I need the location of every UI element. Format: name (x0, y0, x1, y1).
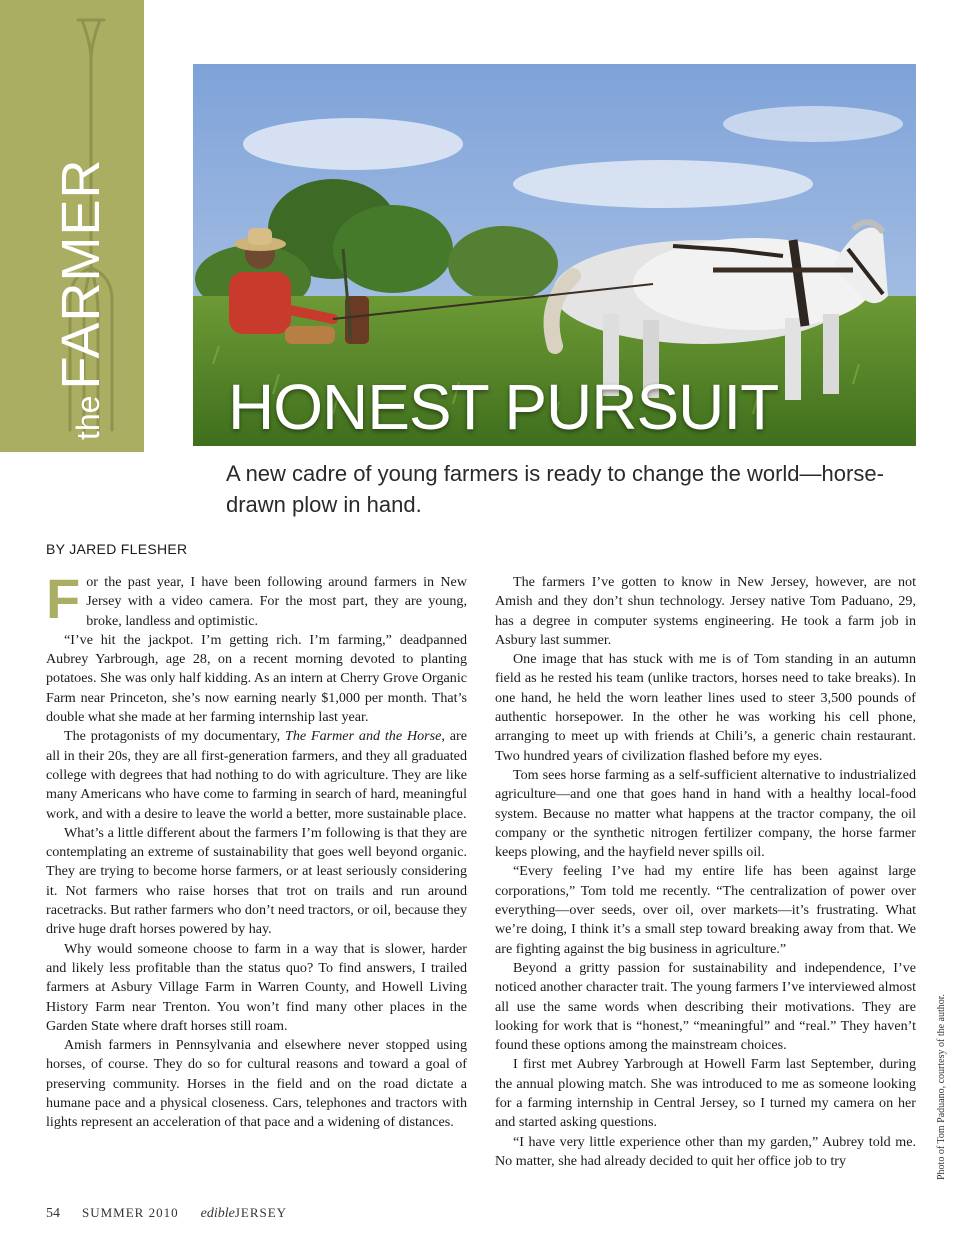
paragraph-1: For the past year, I have been following around farmers in New Jersey with a video camera. For the most part, they are young, broke, landless and optimistic. (46, 567, 467, 630)
section-title (51, 158, 111, 440)
magazine-name-caps: JERSEY (234, 1205, 288, 1220)
paragraph-11: Beyond a gritty passion for sustainability and independence, I’ve noticed another character trait. The young farmers I’ve interviewed almost all use the same words when describing their motivations. They are looking for work that is “honest,” “meaningful” and “real.” They haven’t found these options among the mainstream choices. (495, 959, 916, 1054)
paragraph-7: The farmers I’ve gotten to know in New Jersey, however, are not Amish and they don’t shun technology. Jersey native Tom Paduano, 29, has a degree in computer systems engineering. He took a farm job in Asbury last summer. (495, 574, 916, 648)
page-footer (46, 1205, 309, 1222)
paragraph-10: “Every feeling I’ve had my entire life has been against large corporations,” Tom told me recently. “The centralization of power over everything—over seeds, over oil, over markets—it’s frustrating. What we’re doing, I think it’s a small step toward breaking away from that. We are fighting against the big business in agriculture.” (495, 863, 916, 957)
paragraph-8: One image that has stuck with me is of Tom standing in an autumn field as he rested his team (unlike tractors, horses need to take breaks). In one hand, he held the worn leather lines used to steer 3,500 pounds of authentic horsepower. In the other he was working his cell phone, arranging to meet up with friends at Chili’s, a generic chain restaurant. Two hundred years of civilization flashed before my eyes. (495, 651, 916, 764)
article-column-right (495, 573, 916, 1171)
article-dek: A new cadre of young farmers is ready to change the world—horse-drawn plow in hand. (226, 461, 884, 517)
magazine-name-italic: edible (200, 1206, 235, 1221)
drop-cap: F (46, 567, 81, 630)
page-number: 54 (46, 1206, 60, 1221)
paragraph-2: “I’ve hit the jackpot. I’m getting rich. I’m farming,” deadpanned Aubrey Yarbrough, age 28, on a recent morning devoted to planting potatoes. She was only half kidding. As an intern at Cherry Grove Organic Farm near Princeton, she’s now earning nearly $1,000 per month. That’s double what she made at her farming internship last year. (46, 631, 467, 726)
article-column-left (46, 567, 467, 1133)
paragraph-5: Why would someone choose to farm in a way that is slower, harder and likely less profitable than the status quo? To find answers, I trailed farmers at Asbury Village Farm in Warren County, and Howell Living History Farm near Trenton. You won’t find many other places in the Garden State where draft horses still roam. (46, 940, 467, 1034)
section-title-the: the (70, 395, 106, 440)
article-byline: BY JARED FLESHER (46, 541, 188, 557)
section-title-farmer: FARMER (51, 158, 111, 390)
paragraph-6: Amish farmers in Pennsylvania and elsewhere never stopped using horses, of course. They do so for cultural reasons and toward a goal of preserving community. Horses in the field and on the road dictate a humane pace and a physical closeness. Cars, telephones and tractors with lights represent an acceleration of that pace and a widening of distances. (46, 1037, 467, 1131)
paragraph-12: I first met Aubrey Yarbrough at Howell Farm last September, during the annual plowing match. She was introduced to me as someone looking for a farming internship in Central Jersey, so I turned my camera on her and started asking questions. (495, 1056, 916, 1131)
paragraph-3: The protagonists of my documentary, The Farmer and the Horse, are all in their 20s, they are all first-generation farmers, and they all graduated college with degrees that had nothing to do with agriculture. They are like many Americans who have come to farming in search of hard, meaningful work, and with a desire to leave the world a better, more sustainable place. (46, 728, 467, 822)
paragraph-13: “I have very little experience other than my garden,” Aubrey told me. No matter, she had already decided to quit her office job to try (495, 1133, 916, 1169)
issue-label: SUMMER 2010 (82, 1205, 179, 1220)
photo-credit: Photo of Tom Paduano, courtesy of the author. (936, 993, 947, 1180)
film-title: The Farmer and the Horse (285, 728, 442, 745)
paragraph-9: Tom sees horse farming as a self-sufficient alternative to industrialized agriculture—and one that goes hand in hand with a healthy local-food system. Because no matter what happens at the tractor company, the oil company or the synthetic nitrogen fertilizer company, the horse farmer keeps plowing, and the hayfield never spills oil. (495, 766, 916, 861)
article-headline: HONEST PURSUIT (228, 371, 779, 443)
paragraph-4: What’s a little different about the farmers I’m following is that they are contemplating an extreme of sustainability that goes well beyond organic. They are trying to become horse farmers, or at least seriously considering it. Not farmers who raise horses that trot on trails and run around racetracks. But rather farmers who don’t need tractors, or oil, because they drive huge draft horses powered by hay. (46, 824, 467, 938)
